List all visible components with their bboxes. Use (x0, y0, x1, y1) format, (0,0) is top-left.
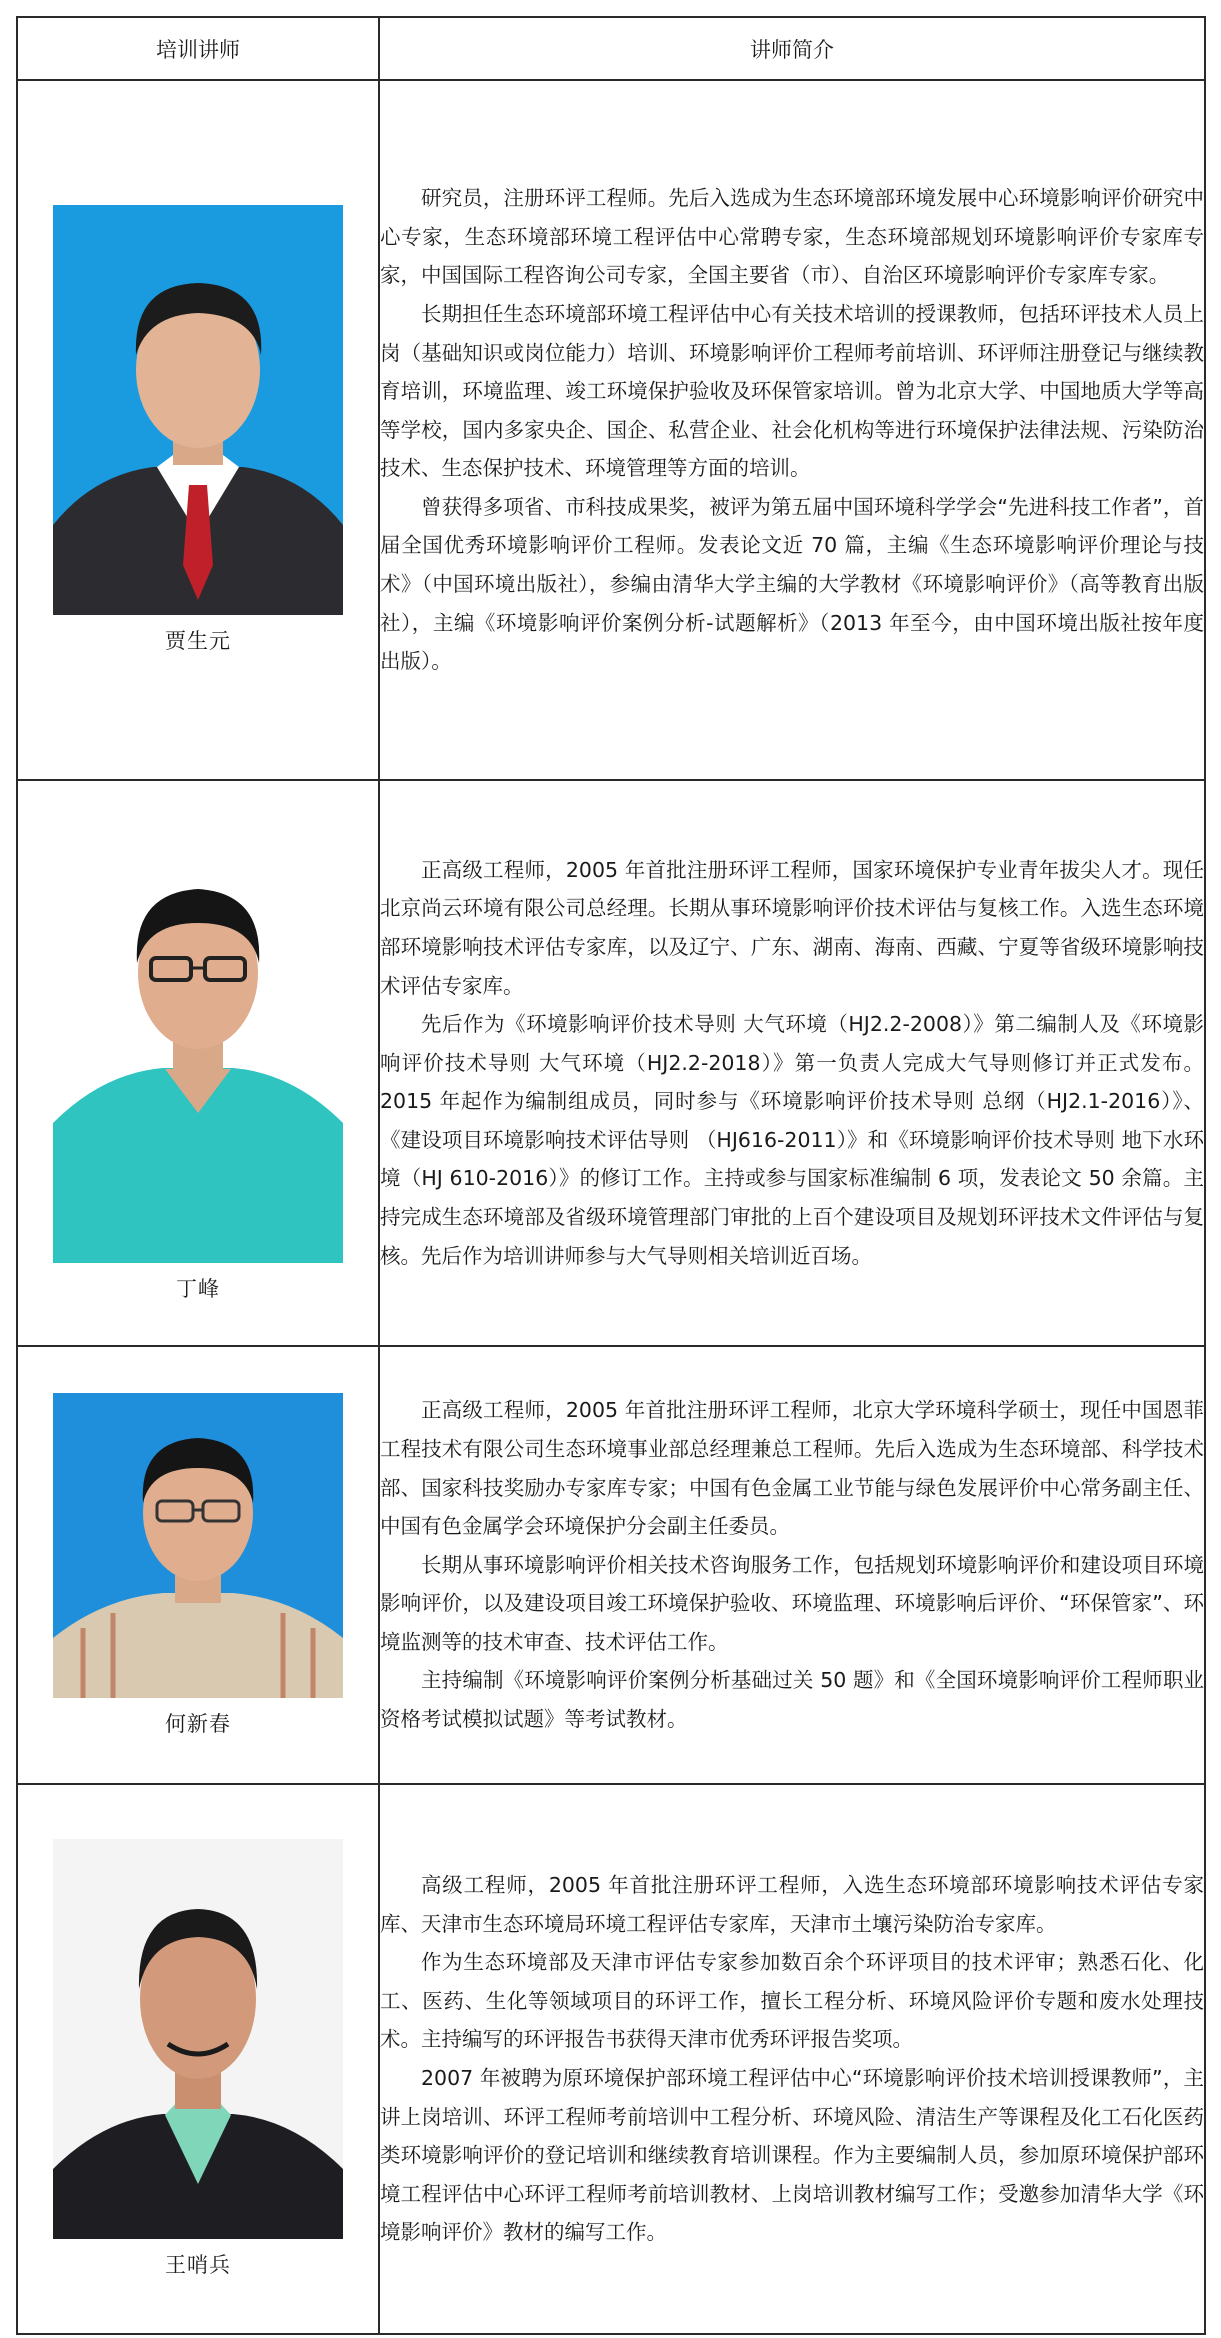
trainer-photo-cell (17, 780, 379, 1346)
trainer-row (17, 1784, 1205, 2334)
trainer-name: 丁峰 (176, 1277, 220, 1301)
header-row (17, 17, 1205, 80)
bio-paragraph: 高级工程师，2005 年首批注册环评工程师，入选生态环境部环境影响技术评估专家库、天津市生态环境局环境工程评估专家库，天津市土壤污染防治专家库。 (380, 1873, 1204, 1936)
header-bio: 讲师简介 (379, 17, 1205, 80)
bio-paragraph: 正高级工程师，2005 年首批注册环评工程师，北京大学环境科学硕士，现任中国恩菲工程技术有限公司生态环境事业部总经理兼总工程师。先后入选成为生态环境部、科学技术部、国家科技奖励办专家库专家；中国有色金属工业节能与绿色发展评价中心常务副主任、中国有色金属学会环境保护分会副主任委员。 (380, 1398, 1204, 1539)
bio-paragraph: 长期担任生态环境部环境工程评估中心有关技术培训的授课教师，包括环评技术人员上岗（基础知识或岗位能力）培训、环境影响评价工程师考前培训、环评师注册登记与继续教育培训，环境监理、竣工环境保护验收及环保管家培训。曾为北京大学、中国地质大学等高等学校，国内多家央企、国企、私营企业、社会化机构等进行环境保护法律法规、污染防治技术、生态保护技术、环境管理等方面的培训。 (380, 301, 1204, 481)
trainer-bio-cell (379, 1784, 1205, 2334)
trainer-bio-cell (379, 80, 1205, 780)
trainer-table (16, 16, 1206, 2335)
trainer-bio-cell (379, 780, 1205, 1346)
trainer-row (17, 80, 1205, 780)
bio-paragraph: 2007 年被聘为原环境保护部环境工程评估中心“环境影响评价技术培训授课教师”，主讲上岗培训、环评工程师考前培训中工程分析、环境风险、清洁生产等课程及化工石化医药类环境影响评价的登记培训和继续教育培训课程。作为主要编制人员，参加原环境保护部环境工程评估中心环评工程师考前培训教材、上岗培训教材编写工作；受邀参加清华大学《环境影响评价》教材的编写工作。 (380, 2066, 1204, 2245)
bio-paragraph: 正高级工程师，2005 年首批注册环评工程师，国家环境保护专业青年拔尖人才。现任北京尚云环境有限公司总经理。长期从事环境影响评价技术评估与复核工作。入选生态环境部环境影响技术评估专家库，以及辽宁、广东、湖南、海南、西藏、宁夏等省级环境影响技术评估专家库。 (380, 857, 1204, 998)
trainer-name: 王哨兵 (165, 2253, 231, 2277)
trainer-name: 贾生元 (165, 629, 231, 653)
trainer-photo (53, 1839, 343, 2239)
trainer-row (17, 780, 1205, 1346)
trainer-photo (53, 1393, 343, 1698)
header-trainer: 培训讲师 (17, 17, 379, 80)
trainer-name: 何新春 (165, 1711, 231, 1736)
trainer-bio-cell (379, 1346, 1205, 1784)
bio-paragraph: 曾获得多项省、市科技成果奖，被评为第五届中国环境科学学会“先进科技工作者”，首届全国优秀环境影响评价工程师。发表论文近 70 篇，主编《生态环境影响评价理论与技术》（中国环境出版社），参编由清华大学主编的大学教材《环境影响评价》（高等教育出版社），主编《环境影响评价案例分析-试题解析》（2013 年至今，由中国环境出版社按年度出版）。 (380, 494, 1204, 674)
trainer-row (17, 1346, 1205, 1784)
bio-paragraph: 作为生态环境部及天津市评估专家参加数百余个环评项目的技术评审；熟悉石化、化工、医药、生化等领域项目的环评工作，擅长工程分析、环境风险评价专题和废水处理技术。主持编写的环评报告书获得天津市优秀环评报告奖项。 (380, 1950, 1204, 2052)
bio-paragraph: 长期从事环境影响评价相关技术咨询服务工作，包括规划环境影响评价和建设项目环境影响评价，以及建设项目竣工环境保护验收、环境监理、环境影响后评价、“环保管家”、环境监测等的技术审查、技术评估工作。 (380, 1552, 1204, 1654)
trainer-photo-cell (17, 80, 379, 780)
trainer-photo-cell (17, 1346, 379, 1784)
trainer-photo (53, 205, 343, 615)
bio-paragraph: 先后作为《环境影响评价技术导则 大气环境（HJ2.2-2008）》第二编制人及《环境影响评价技术导则 大气环境（HJ2.2-2018）》第一负责人完成大气导则修订并正式发布。2015 年起作为编制组成员，同时参与《环境影响评价技术导则 总纲（HJ2.1-2016）》、《建设项目环境影响技术评估导则 （HJ616-2011）》和《环境影响评价技术导则 地下水环境（HJ 610-2016）》的修订工作。主持或参与国家标准编制 6 项，发表论文 50 余篇。主持完成生态环境部及省级环境管理部门审批的上百个建设项目及规划环评技术文件评估与复核。先后作为培训讲师参与大气导则相关培训近百场。 (380, 1012, 1204, 1268)
trainer-photo (53, 823, 343, 1263)
bio-paragraph: 研究员，注册环评工程师。先后入选成为生态环境部环境发展中心环境影响评价研究中心专家，生态环境部环境工程评估中心常聘专家，生态环境部规划环境影响评价专家库专家，中国国际工程咨询公司专家，全国主要省（市）、自治区环境影响评价专家库专家。 (380, 186, 1204, 288)
bio-paragraph: 主持编制《环境影响评价案例分析基础过关 50 题》和《全国环境影响评价工程师职业资格考试模拟试题》等考试教材。 (380, 1668, 1204, 1732)
trainer-photo-cell (17, 1784, 379, 2334)
